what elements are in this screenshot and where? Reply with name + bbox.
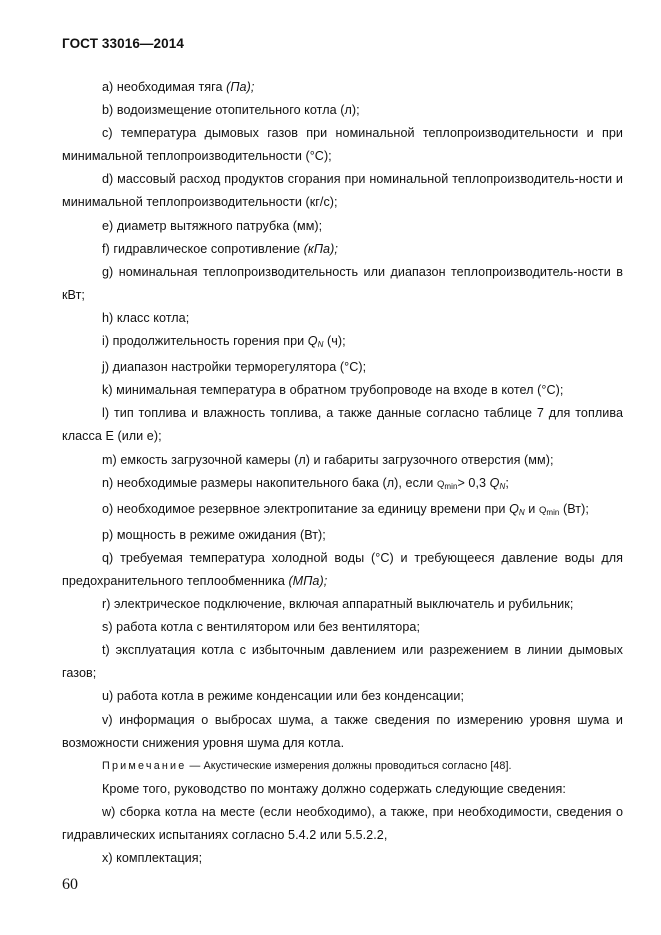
list-item-a: a) необходимая тяга (Па); xyxy=(102,80,255,94)
list-item-d: d) массовый расход продуктов сгорания при номинальной теплопроизводитель-ности и минимальной теплопроизводительности (кг/с); xyxy=(62,172,623,210)
list-item-r: r) электрическое подключение, включая аппаратный выключатель и рубильник; xyxy=(102,597,574,612)
note xyxy=(62,755,623,778)
list-item-i: i) продолжительность горения при $Q_N$ (ч); xyxy=(102,334,346,350)
list-item-t: t) эксплуатация котла с избыточным давлением или разрежением в линии дымовых газов; xyxy=(62,643,623,681)
list-item-b: b) водоизмещение отопительного котла (л); xyxy=(102,103,360,118)
note-label: Примечание xyxy=(102,759,187,772)
list-item-c: c) температура дымовых газов при номинальной теплопроизводительности и при минимальной теплопроизводительности (°С); xyxy=(62,126,623,164)
list-item-x: x) комплектация; xyxy=(102,851,203,866)
list-item-s: s) работа котла с вентилятором или без вентилятора; xyxy=(102,620,421,635)
list-item-u: u) работа котла в режиме конденсации или без конденсации; xyxy=(102,689,465,704)
list-item-o: o) необходимое резервное электропитание за единицу времени при $Q_N$ и $Q_{min}$ (Вт); xyxy=(102,501,589,517)
symbol-q: Q xyxy=(307,334,318,349)
main-content xyxy=(62,76,623,870)
list-item-v: v) информация о выбросах шума, а также сведения по измерению уровня шума и возможности снижения уровня шума для котла. xyxy=(62,712,623,750)
list-item-l: l) тип топлива и влажность топлива, а также данные согласно таблице 7 для топлива класса Е (или е); xyxy=(62,406,623,444)
list-item-j: j) диапазон настройки терморегулятора (°С); xyxy=(102,360,367,375)
list-item-n: n) необходимые размеры накопительного бака (л), если $Q_{min}> 0,3$ $Q_N$; xyxy=(102,475,509,491)
document-header: ГОСТ 33016—2014 xyxy=(62,36,184,51)
list-item-w: w) сборка котла на месте (если необходимо), а также, при необходимости, сведения о гидравлических испытаниях согласно 5.4.2 или 5.5.2.2, xyxy=(62,804,623,842)
intro-paragraph: Кроме того, руководство по монтажу должно содержать следующие сведения: xyxy=(102,781,566,796)
page-number: 60 xyxy=(62,876,78,893)
list-item-k: k) минимальная температура в обратном трубопроводе на входе в котел (°С); xyxy=(102,383,564,398)
list-item-e: e) диаметр вытяжного патрубка (мм); xyxy=(102,218,323,233)
list-item-h: h) класс котла; xyxy=(102,310,190,325)
list-item-q: q) требуемая температура холодной воды (°С) и требующееся давление воды для предохранительного теплообменника (МПа); xyxy=(62,550,623,588)
list-item-g: g) номинальная теплопроизводительность или диапазон теплопроизводитель-ности в кВт; xyxy=(62,264,623,302)
list-item-f: f) гидравлическое сопротивление (кПа); xyxy=(102,241,338,256)
note-text: — Акустические измерения должны проводиться согласно [48]. xyxy=(186,759,512,772)
list-item-p: p) мощность в режиме ожидания (Вт); xyxy=(102,527,326,542)
list-item-m: m) емкость загрузочной камеры (л) и габариты загрузочного отверстия (мм); xyxy=(102,452,554,467)
